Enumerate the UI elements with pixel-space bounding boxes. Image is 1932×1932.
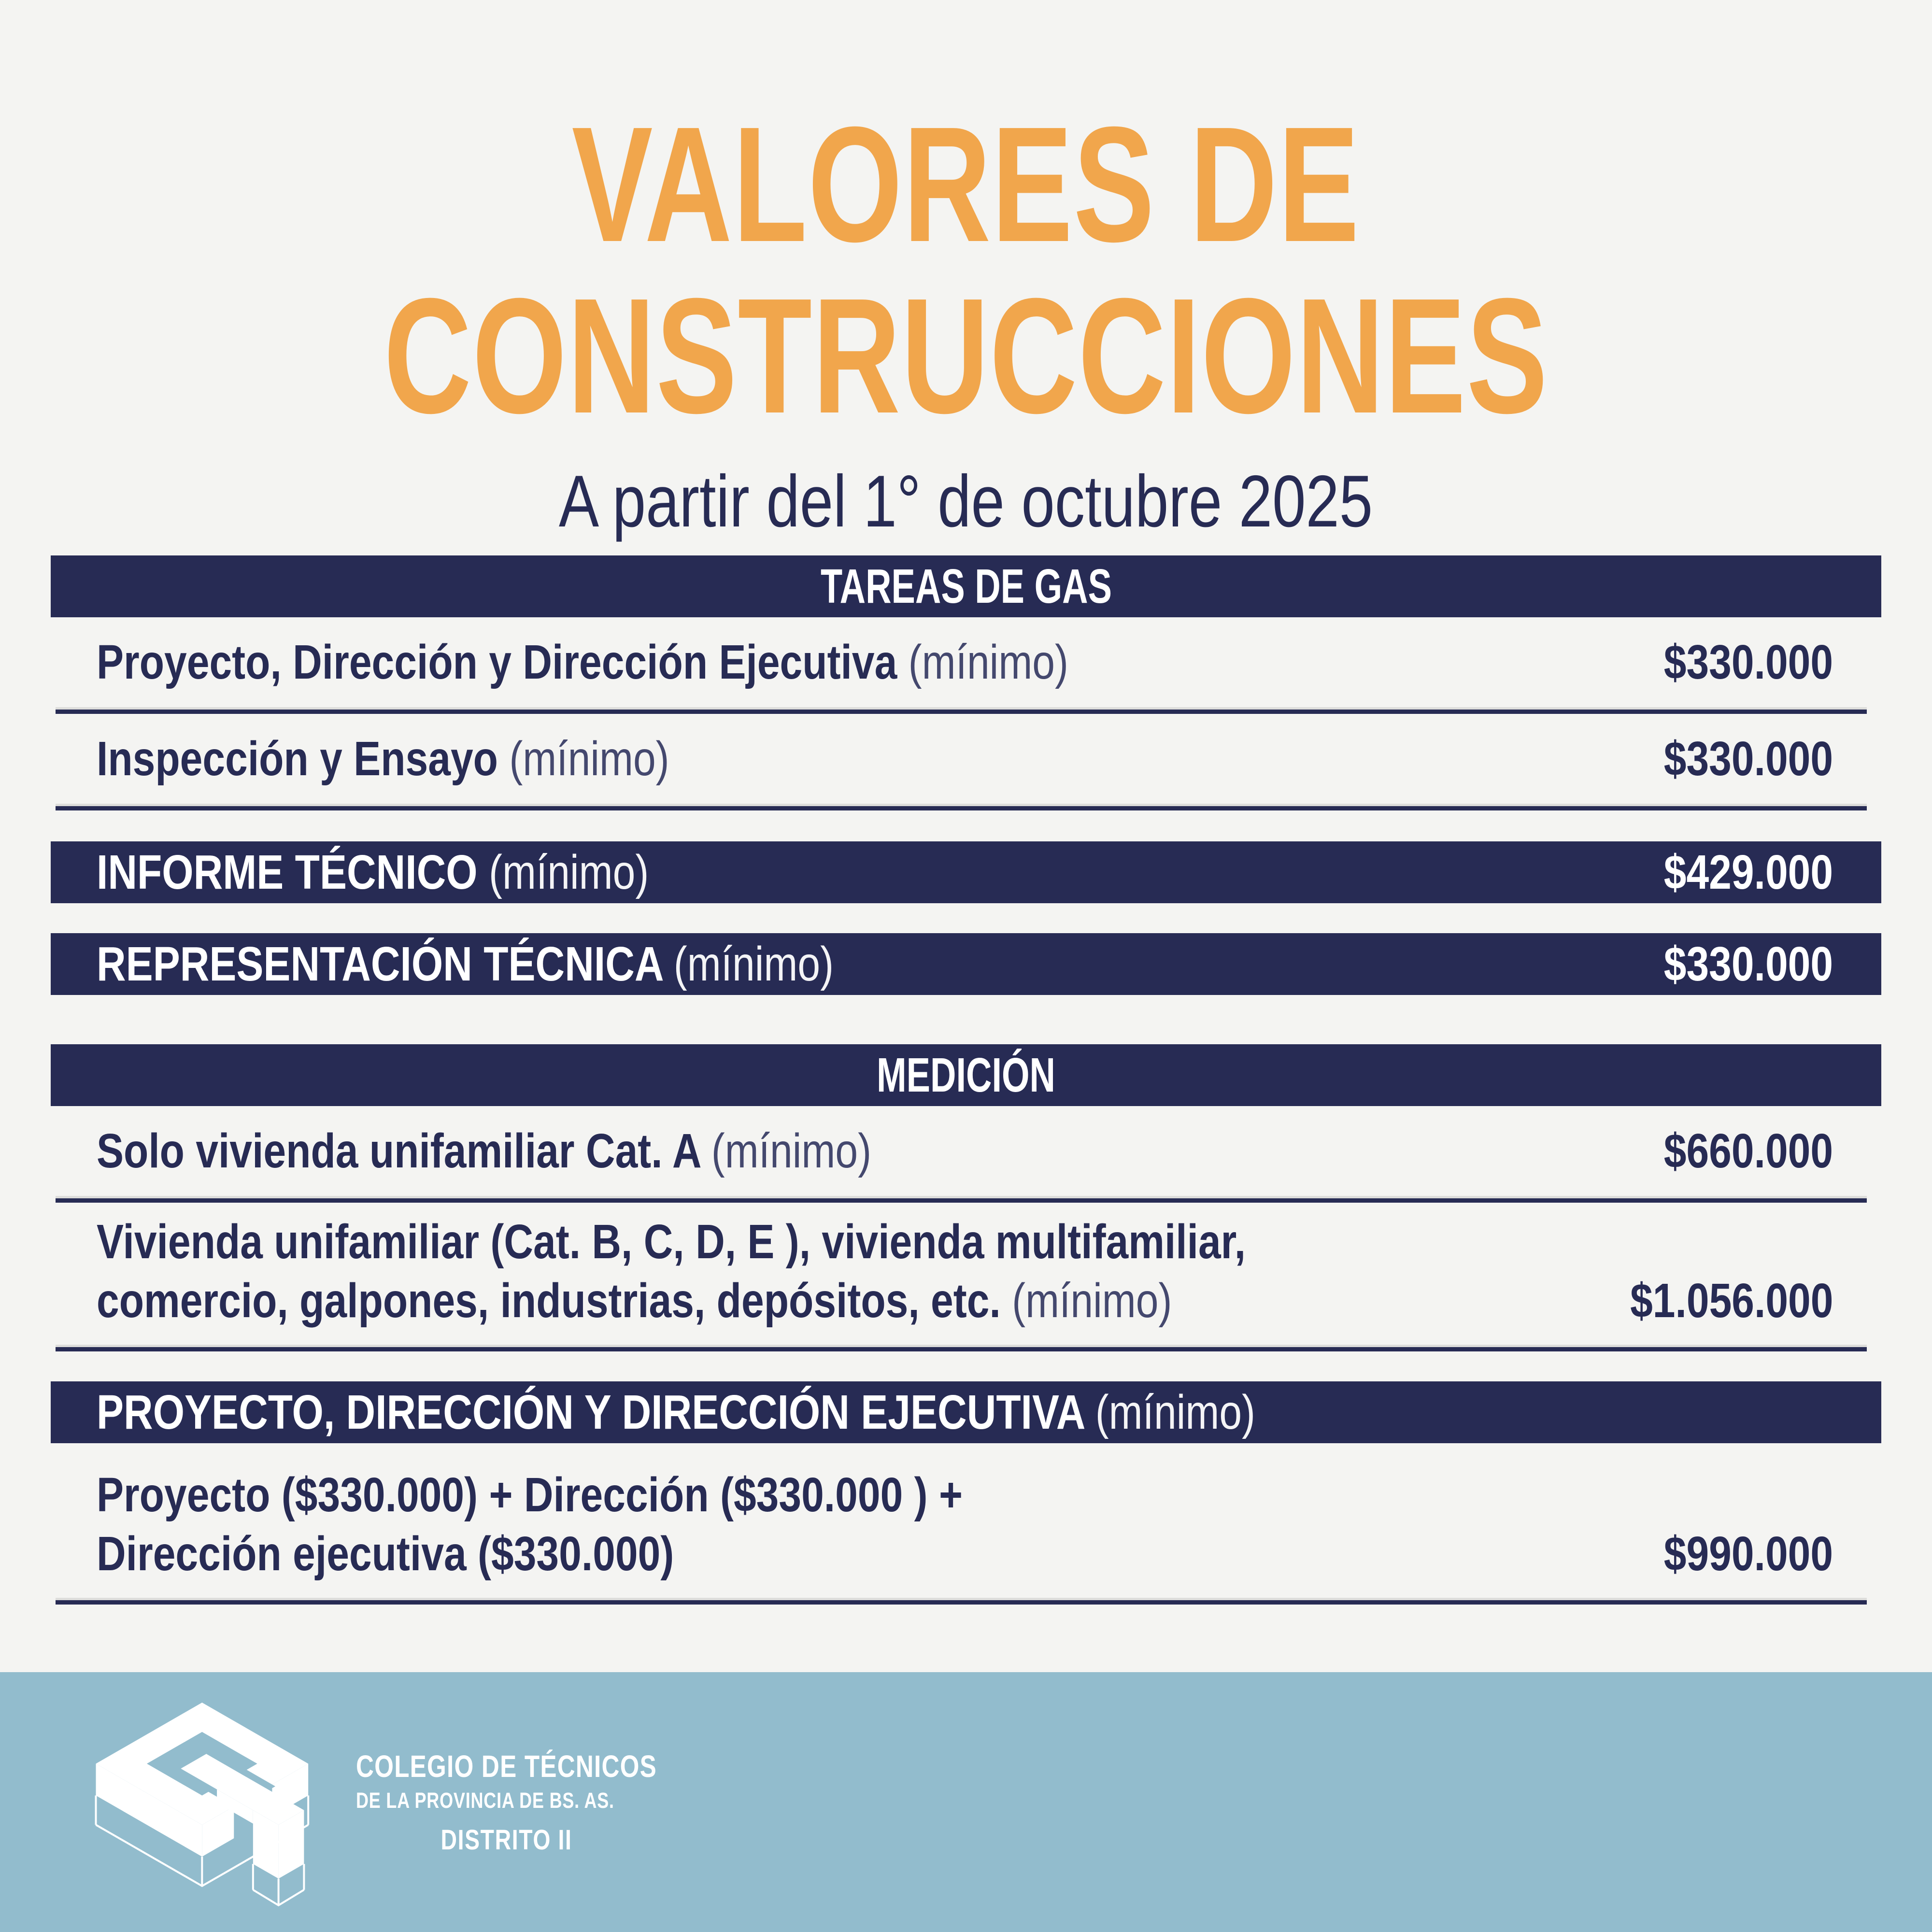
section-title: TAREAS DE GAS [820,559,1112,613]
row-label-note: (mínimo) [908,635,1068,689]
row-label: Proyecto, Dirección y Dirección Ejecutiva (mínimo) [97,635,1068,689]
band-label-note: (mínimo) [1095,1385,1256,1439]
row-label: Vivienda unifamiliar (Cat. B, C, D, E ), vivienda multifamiliar, comercio, galpones, industrias, depósitos, etc. (mínimo) [97,1215,1246,1328]
section-header-medicion [51,1044,1881,1106]
row-divider [56,1598,1867,1605]
row-value: $660.000 [1663,1123,1833,1178]
row-value: $990.000 [1663,1527,1833,1581]
ct-isometric-logo-icon [89,1693,321,1912]
band-value: $330.000 [1663,937,1833,991]
table-row-proyecto-suma [51,1443,1881,1598]
table-row-proyecto-direccion [51,617,1881,707]
page-title [0,93,1932,448]
row-label-note: (mínimo) [509,731,669,786]
section-header-tareas-de-gas [51,555,1881,617]
org-name-lockup [356,1748,657,1856]
band-value: $429.000 [1663,845,1833,899]
section-title: MEDICIÓN [877,1048,1055,1102]
org-name-line-2: DE LA PROVINCIA DE BS. AS. [356,1788,614,1813]
band-label: PROYECTO, DIRECCIÓN Y DIRECCIÓN EJECUTIVA (mínimo) [97,1385,1256,1439]
row-label: Solo vivienda unifamiliar Cat. A (mínimo) [97,1123,872,1178]
header [0,0,1932,544]
table-row-vivienda-cat-a [51,1106,1881,1196]
row-value: $1.056.000 [1630,1274,1833,1328]
band-label-note: (mínimo) [673,937,834,991]
band-row-representacion-tecnica [51,933,1881,995]
row-value: $330.000 [1663,731,1833,786]
footer [0,1672,1932,1932]
row-label: Inspección y Ensayo (mínimo) [97,731,669,786]
row-divider [56,1345,1867,1351]
title-line-2: CONSTRUCCIONES [384,264,1548,448]
table-row-inspeccion-ensayo [51,714,1881,804]
subtitle: A partir del 1° de octubre 2025 [559,460,1373,542]
band-row-informe-tecnico [51,841,1881,903]
section-header-proyecto-direccion-ejecutiva [51,1381,1881,1443]
row-label-note: (mínimo) [711,1123,872,1178]
row-divider [56,1196,1867,1203]
price-table [51,555,1881,1605]
row-label-note: (mínimo) [1012,1274,1172,1328]
table-row-vivienda-multifamiliar [51,1203,1881,1345]
band-label: INFORME TÉCNICO (mínimo) [97,845,649,899]
row-divider [56,707,1867,714]
row-label: Proyecto ($330.000) + Dirección ($330.000 ) + Dirección ejecutiva ($330.000) [97,1468,963,1581]
row-value: $330.000 [1663,635,1833,689]
title-line-1: VALORES DE [572,93,1360,276]
band-label: REPRESENTACIÓN TÉCNICA (mínimo) [97,937,834,991]
org-name-line-1: COLEGIO DE TÉCNICOS [356,1748,657,1784]
row-divider [56,804,1867,810]
band-label-note: (mínimo) [489,845,649,899]
org-district: DISTRITO II [440,1824,572,1856]
